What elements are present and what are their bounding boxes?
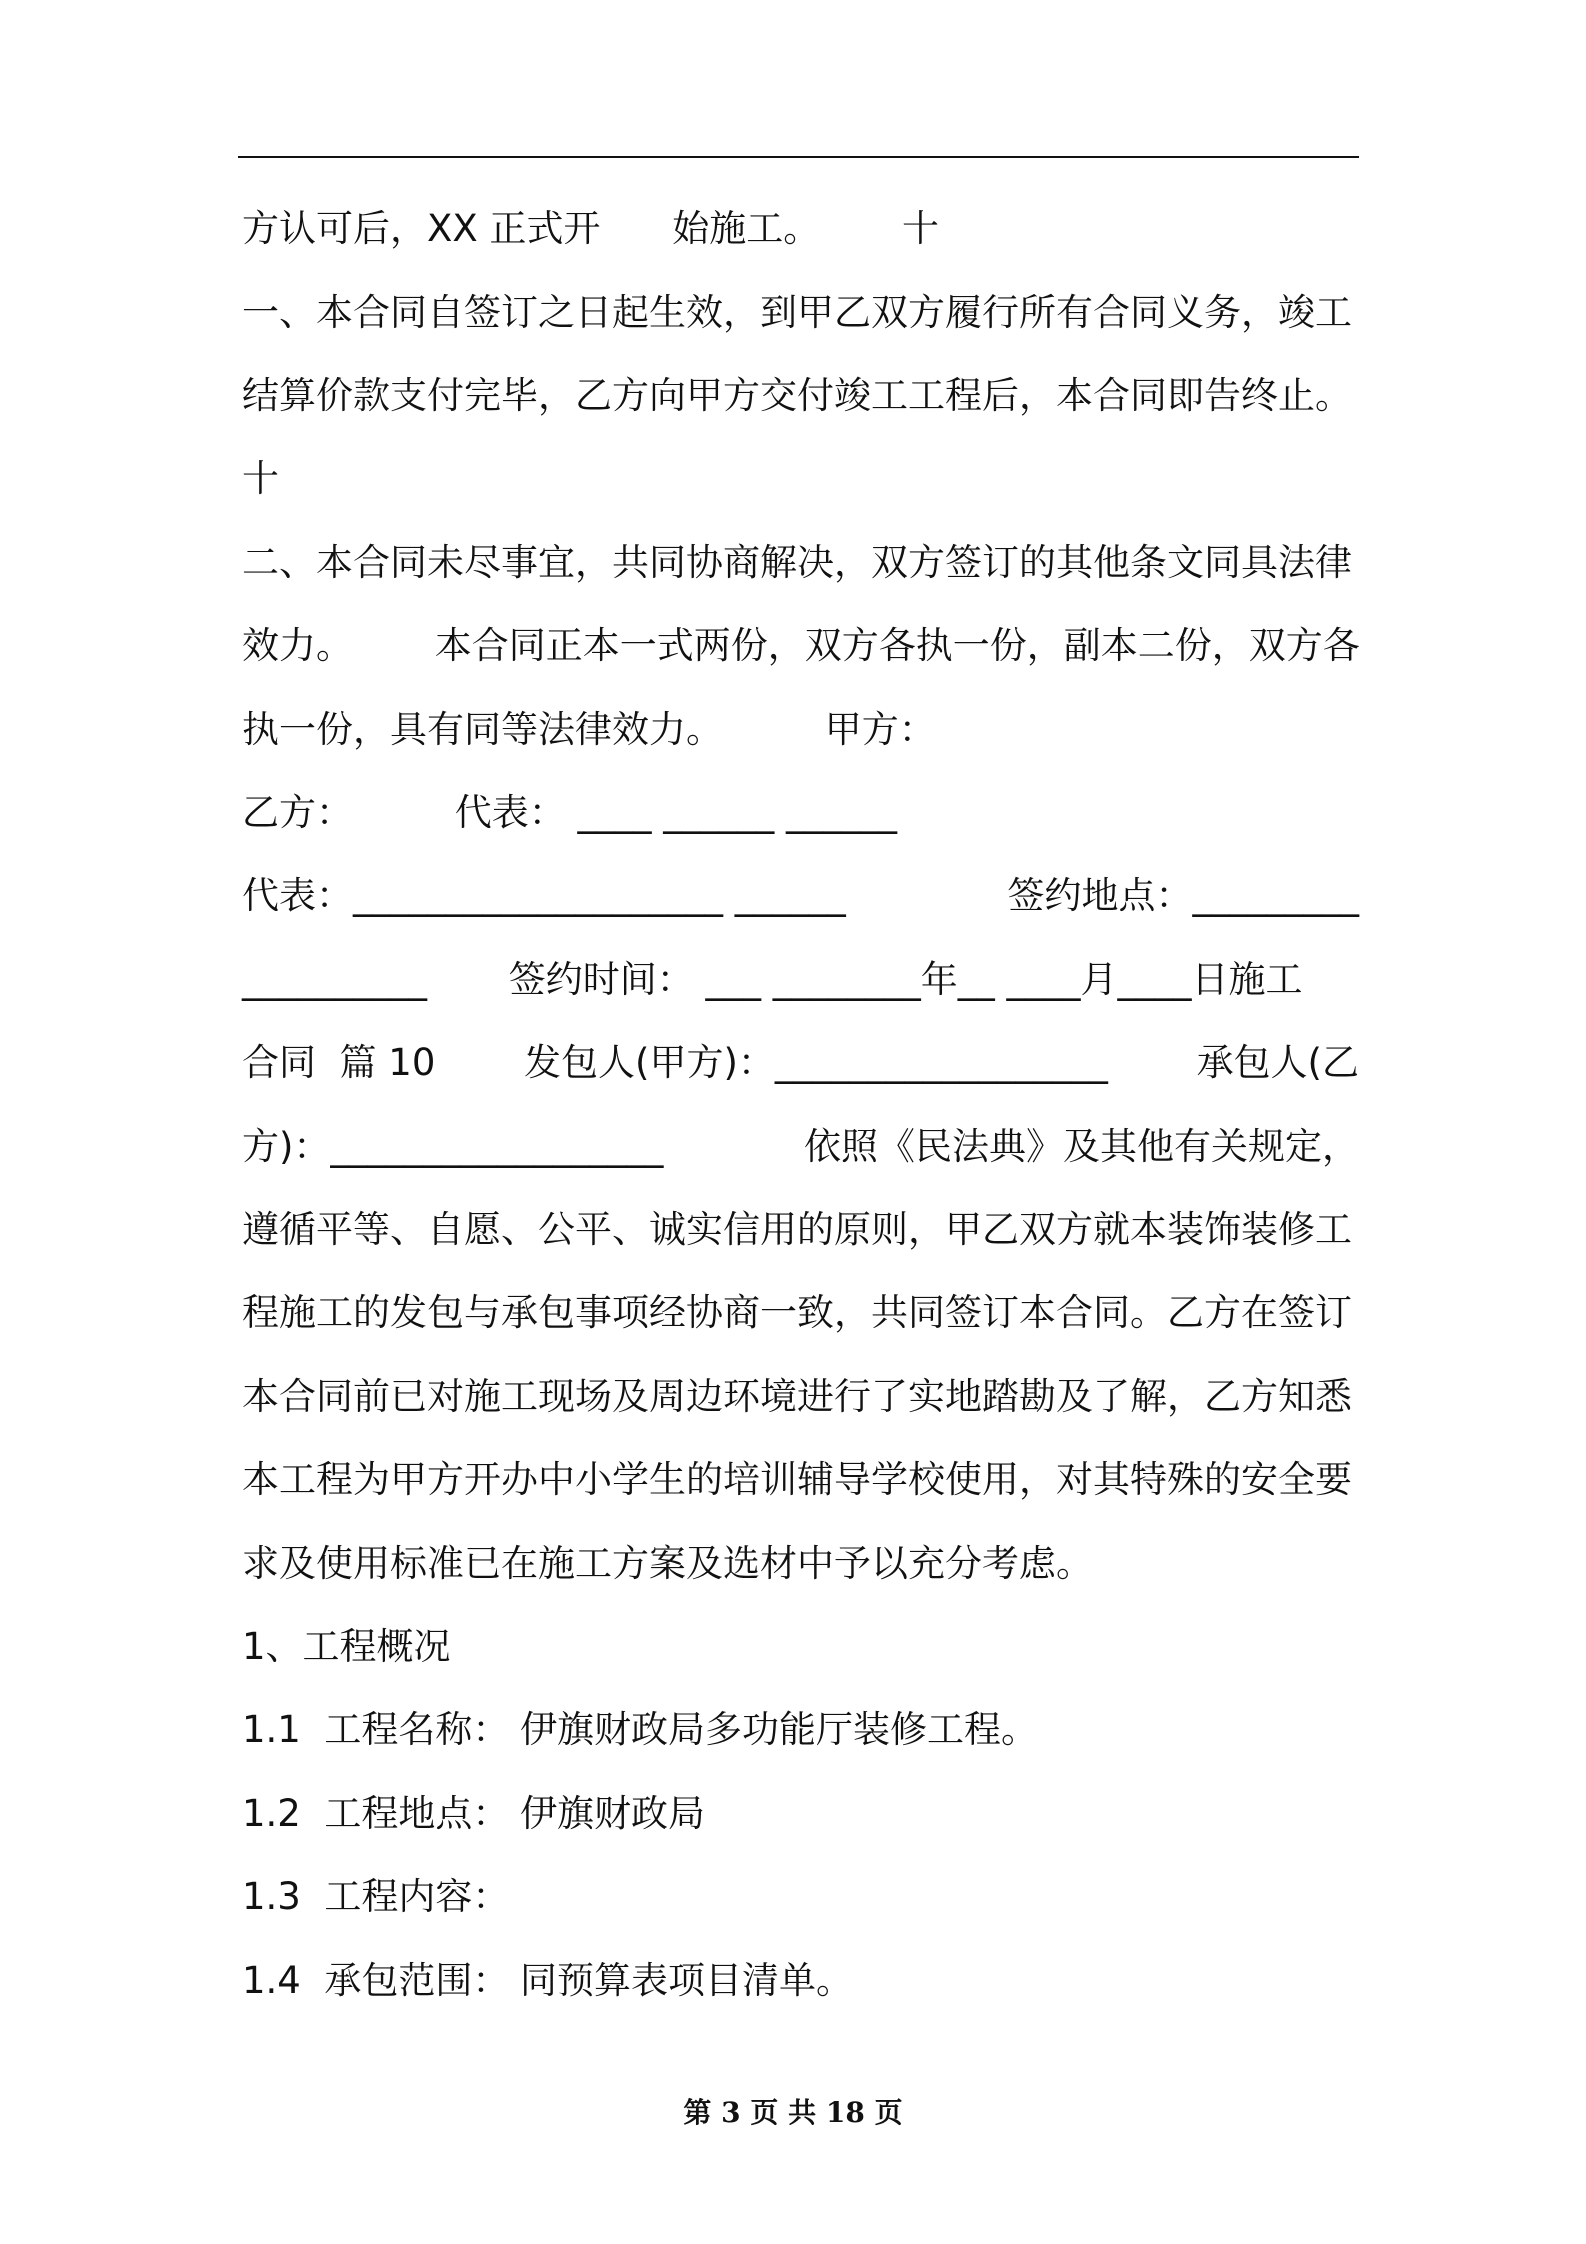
text-line [242, 604, 1359, 688]
signing-place-field [1008, 854, 1360, 938]
cross-mark: 十 [242, 457, 279, 500]
contractor-label: 承包人(乙 [1196, 1041, 1359, 1084]
text-line: 二、本合同未尽事宜，共同协商解决，双方签订的其他条文同具法律 [242, 541, 1352, 584]
representative-label: 代表： [242, 874, 353, 917]
text-line: 一、本合同自签订之日起生效，到甲乙双方履行所有合同义务，竣工 [242, 291, 1352, 334]
item-label: 1.3 工程内容： [242, 1875, 510, 1918]
text-segment: 始施工。 [672, 207, 821, 250]
text-line: 遵循平等、自愿、公平、诚实信用的原则，甲乙双方就本装饰装修工 [242, 1208, 1352, 1251]
list-item [242, 1855, 1359, 1939]
text-line: 结算价款支付完毕，乙方向甲方交付竣工工程后，本合同即告终止。 [242, 374, 1352, 417]
header-rule [238, 156, 1359, 158]
representative-label: 代表： [454, 791, 566, 834]
item-label: 1.2 工程地点： [242, 1792, 510, 1835]
footer-prefix: 第 [683, 2096, 712, 2129]
text-segment: 方认可后，XX 正式开 [242, 207, 601, 250]
list-item [242, 1688, 1359, 1772]
item-label: 1.1 工程名称： [242, 1708, 510, 1751]
text-segment: 执一份，具有同等法律效力。 [242, 708, 723, 751]
blank-field: _________ [1192, 874, 1359, 917]
text-line: 本合同前已对施工现场及周边环境进行了实地踏勘及了解，乙方知悉 [242, 1375, 1352, 1418]
signature-line [242, 938, 1359, 1022]
contractor-field: 方)：__________________ [242, 1125, 664, 1168]
blank-field: __________ [242, 958, 427, 1001]
blank-field: ____________________ ______ [353, 874, 846, 917]
section-title: 合同 篇 10 [242, 1041, 436, 1084]
text-segment: 本合同正本一式两份，双方各执一份，副本二份，双方各 [434, 624, 1360, 667]
party-a-label: 甲方： [824, 708, 936, 751]
text-line: 程施工的发包与承包事项经协商一致，共同签订本合同。乙方在签订 [242, 1291, 1352, 1334]
item-value: 伊旗财政局 [520, 1792, 705, 1835]
signature-line [242, 854, 1359, 938]
current-page-number: 3 [721, 2096, 741, 2129]
list-item [242, 1772, 1359, 1856]
text-line: 求及使用标准已在施工方案及选材中予以充分考虑。 [242, 1542, 1093, 1585]
item-label: 1.4 承包范围： [242, 1959, 510, 2002]
text-line [242, 1105, 1359, 1189]
item-value: 同预算表项目清单。 [520, 1959, 853, 2002]
text-line [242, 187, 1359, 271]
page-footer [0, 2093, 1586, 2133]
cross-mark: 十 [902, 207, 939, 250]
text-line [242, 688, 1359, 772]
text-segment: 依照《民法典》及其他有关规定， [804, 1125, 1359, 1168]
footer-suffix: 页 [874, 2096, 903, 2129]
signing-place-label: 签约地点： [1007, 874, 1193, 917]
footer-middle: 页 共 [750, 2096, 817, 2129]
blank-field: ____ ______ ______ [577, 791, 898, 834]
section-heading: 1、工程概况 [242, 1625, 451, 1668]
item-value: 伊旗财政局多功能厅装修工程。 [520, 1708, 1038, 1751]
signature-line [242, 771, 1359, 855]
text-line: 本工程为甲方开办中小学生的培训辅导学校使用，对其特殊的安全要 [242, 1458, 1352, 1501]
text-segment: 效力。 [242, 624, 353, 667]
employer-field: 发包人(甲方)：__________________ [524, 1041, 1108, 1084]
signing-time-label: 签约时间： [508, 958, 694, 1001]
text-line [242, 1021, 1359, 1105]
representative-field [242, 854, 846, 938]
list-item [242, 1939, 1359, 2023]
date-field: ___ ________年__ ____月____日施工 [705, 958, 1303, 1001]
total-page-count: 18 [825, 2096, 865, 2129]
party-b-label: 乙方： [242, 791, 353, 834]
